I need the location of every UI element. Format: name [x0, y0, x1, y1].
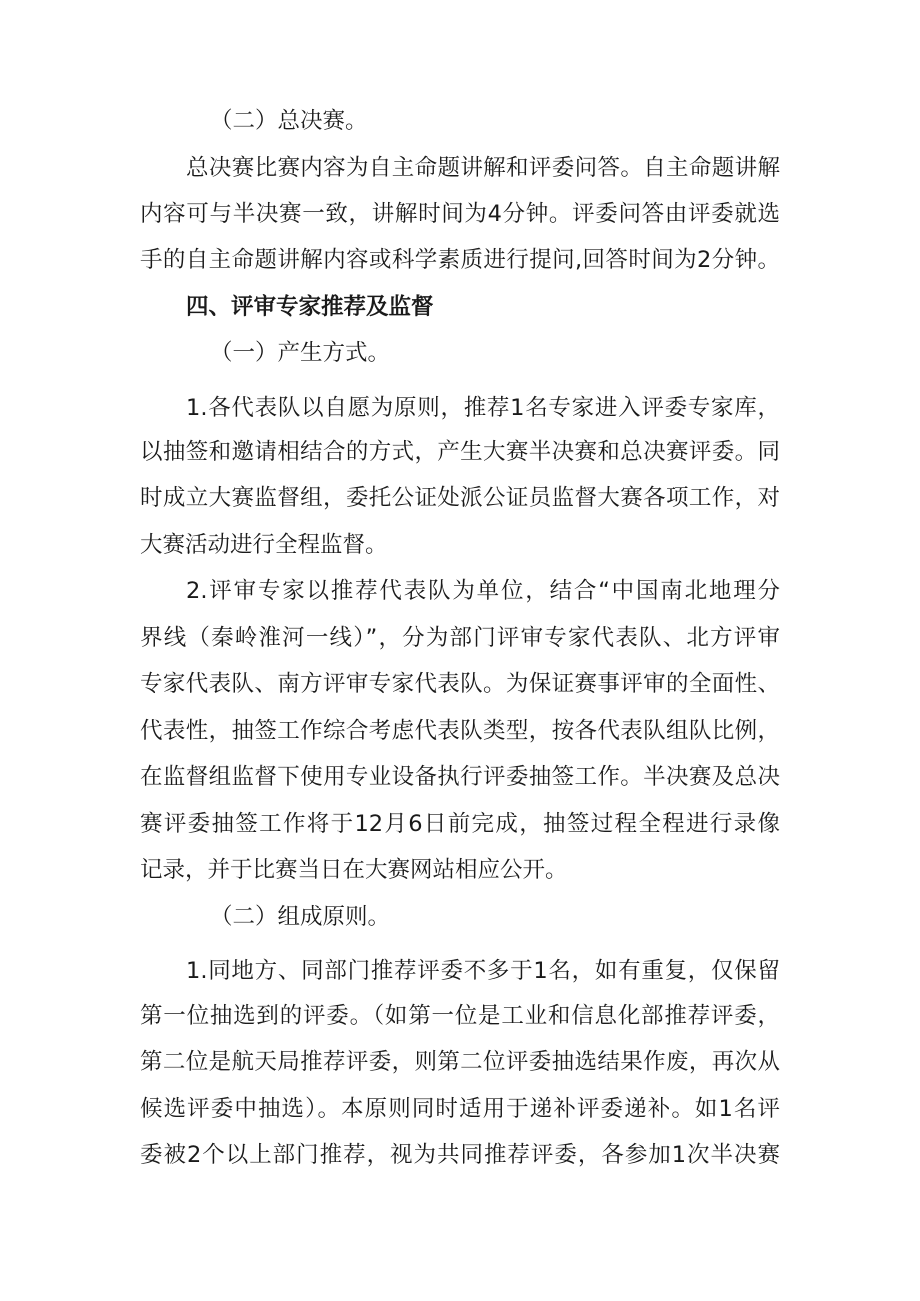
paragraph-line: 第一位抽选到的评委。（如第一位是工业和信息化部推荐评委， [140, 1003, 780, 1029]
section-heading-expert-recommendation: 四、评审专家推荐及监督 [186, 294, 434, 320]
paragraph-line: 记录，并于比赛当日在大赛网站相应公开。 [140, 857, 568, 883]
paragraph-line: 代表性，抽签工作综合考虑代表队类型，按各代表队组队比例， [140, 718, 780, 744]
subsection-heading-selection-method: （一）产生方式。 [210, 340, 391, 366]
paragraph-line: 在监督组监督下使用专业设备执行评委抽签工作。半决赛及总决 [140, 764, 780, 790]
paragraph-line: 时成立大赛监督组，委托公证处派公证员监督大赛各项工作，对 [140, 485, 780, 511]
paragraph-line: 手的自主命题讲解内容或科学素质进行提问,回答时间为2分钟。 [140, 247, 780, 273]
paragraph-line: 专家代表队、南方评审专家代表队。为保证赛事评审的全面性、 [140, 671, 780, 697]
paragraph-line: 以抽签和邀请相结合的方式，产生大赛半决赛和总决赛评委。同 [140, 439, 780, 465]
subsection-heading-composition-principle: （二）组成原则。 [210, 904, 391, 930]
paragraph-line: 委被2个以上部门推荐，视为共同推荐评委，各参加1次半决赛 [140, 1142, 780, 1168]
paragraph-line: 总决赛比赛内容为自主命题讲解和评委问答。自主命题讲解 [186, 155, 780, 181]
paragraph-line: 界线（秦岭淮河一线）”，分为部门评审专家代表队、北方评审 [140, 625, 780, 651]
paragraph-line: 2.评审专家以推荐代表队为单位，结合“中国南北地理分 [186, 578, 780, 604]
paragraph-line: 赛评委抽签工作将于12月6日前完成，抽签过程全程进行录像 [140, 811, 780, 837]
paragraph-line: 大赛活动进行全程监督。 [140, 532, 388, 558]
paragraph-line: 候选评委中抽选）。本原则同时适用于递补评委递补。如1名评 [140, 1096, 780, 1122]
subsection-heading-final: （二）总决赛。 [210, 108, 368, 134]
paragraph-line: 内容可与半决赛一致，讲解时间为4分钟。评委问答由评委就选 [140, 201, 780, 227]
paragraph-line: 1.各代表队以自愿为原则，推荐1名专家进入评委专家库， [186, 395, 780, 421]
paragraph-line: 1.同地方、同部门推荐评委不多于1名，如有重复，仅保留 [186, 958, 780, 984]
paragraph-line: 第二位是航天局推荐评委，则第二位评委抽选结果作废，再次从 [140, 1049, 780, 1075]
